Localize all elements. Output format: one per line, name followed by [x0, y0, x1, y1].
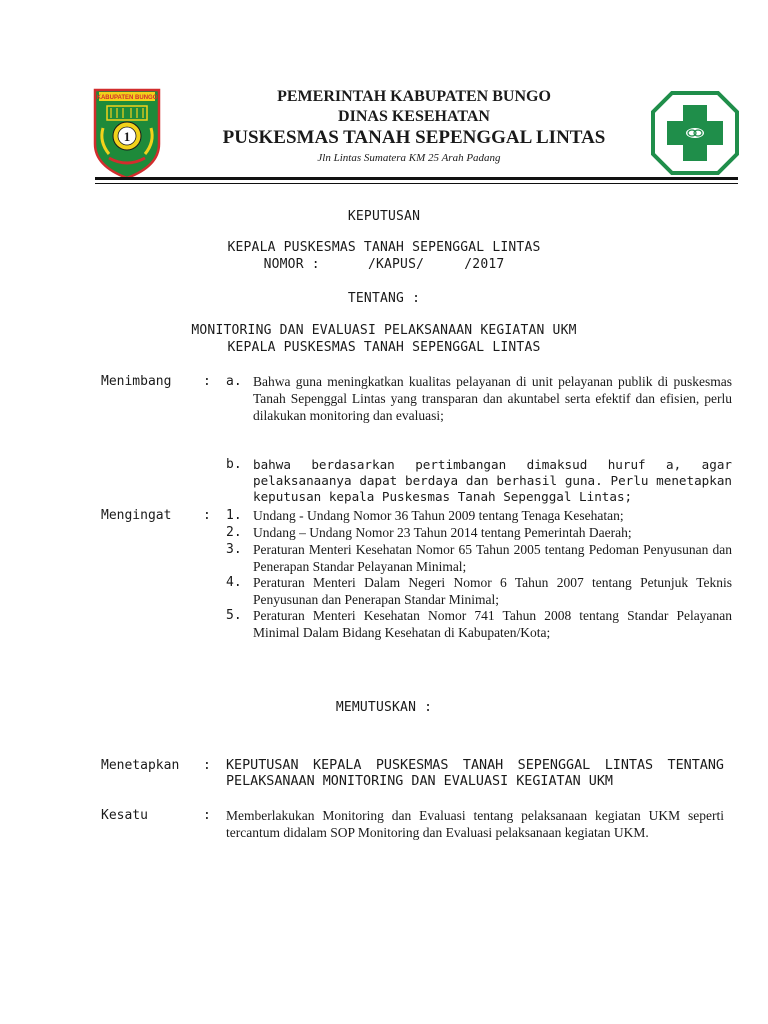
mengingat-item-5: Peraturan Menteri Kesehatan Nomor 741 Tahun 2008 tentang Standar Pelayanan Minimal Dalam Bidang Kesehatan di Kabupaten/Kota; — [253, 608, 732, 640]
decree-about: TENTANG : — [347, 291, 421, 306]
puskesmas-name: PUSKESMAS TANAH SEPENGGAL LINTAS — [222, 127, 606, 148]
menimbang-item-b: bahwa berdasarkan pertimbangan dimaksud huruf a, agar pelaksanaanya dapat berdaya dan berhasil guna. Perlu menetapkan keputusan kepala Puskesmas Tanah Sepenggal Lintas; — [253, 457, 732, 504]
government-name: PEMERINTAH KABUPATEN BUNGO — [277, 88, 551, 105]
puskesmas-address: Jln Lintas Sumatera KM 25 Arah Padang — [317, 152, 501, 164]
letterhead-divider-thin — [95, 183, 738, 184]
kesatu-label: Kesatu — [101, 808, 148, 823]
mengingat-mark-5: 5. — [226, 608, 242, 623]
menimbang-item-a: Bahwa guna meningkatkan kualitas pelayanan di unit pelayanan publik di puskesmas Tanah Sepenggal Lintas yang transparan dan akuntabel serta efektif dan efisien, perlu dilakukan monitoring dan evaluasi; — [253, 374, 732, 423]
kesatu-colon: : — [203, 808, 211, 823]
mengingat-mark-3: 3. — [226, 542, 242, 557]
decree-issuer: KEPALA PUSKESMAS TANAH SEPENGGAL LINTAS — [227, 240, 541, 255]
menimbang-mark-a: a. — [226, 374, 242, 389]
mengingat-mark-4: 4. — [226, 575, 242, 590]
puskesmas-cross-logo — [650, 90, 740, 176]
letterhead-divider-thick — [95, 177, 738, 180]
mengingat-item-1: Undang - Undang Nomor 36 Tahun 2009 tentang Tenaga Kesehatan; — [253, 508, 624, 523]
agency-name: DINAS KESEHATAN — [338, 108, 490, 125]
logo-caption: KABUPATEN BUNGO — [96, 95, 158, 101]
menetapkan-label: Menetapkan — [101, 758, 180, 773]
kesatu-text: Memberlakukan Monitoring dan Evaluasi tentang pelaksanaan kegiatan UKM seperti tercantum didalam SOP Monitoring dan Evaluasi pelaksanaan kegiatan UKM. — [226, 808, 724, 840]
menimbang-colon: : — [203, 374, 211, 389]
mengingat-item-2: Undang – Undang Nomor 23 Tahun 2014 tentang Pemerintah Daerah; — [253, 525, 632, 540]
menetapkan-colon: : — [203, 758, 211, 773]
mengingat-label: Mengingat — [101, 508, 172, 523]
mengingat-colon: : — [203, 508, 211, 523]
memutuskan-heading: MEMUTUSKAN : — [335, 700, 433, 715]
decree-subject-line1: MONITORING DAN EVALUASI PELAKSANAAN KEGIATAN UKM — [191, 323, 577, 338]
mengingat-mark-1: 1. — [226, 508, 242, 523]
menetapkan-text: KEPUTUSAN KEPALA PUSKESMAS TANAH SEPENGGAL LINTAS TENTANG PELAKSANAAN MONITORING DAN EVALUASI KEGIATAN UKM — [226, 758, 724, 789]
decree-number: NOMOR : /KAPUS/ /2017 — [263, 257, 505, 272]
mengingat-item-3: Peraturan Menteri Kesehatan Nomor 65 Tahun 2005 tentang Pedoman Penyusunan dan Penerapan Standar Pelayanan Minimal; — [253, 542, 732, 574]
menimbang-mark-b: b. — [226, 457, 242, 472]
svg-text:1: 1 — [123, 129, 131, 144]
decree-heading: KEPUTUSAN — [347, 209, 421, 224]
mengingat-mark-2: 2. — [226, 525, 242, 540]
mengingat-item-4: Peraturan Menteri Dalam Negeri Nomor 6 Tahun 2007 tentang Petunjuk Teknis Penyusunan dan Penerapan Standar Minimal; — [253, 575, 732, 607]
menimbang-label: Menimbang — [101, 374, 172, 389]
decree-subject-line2: KEPALA PUSKESMAS TANAH SEPENGGAL LINTAS — [227, 340, 541, 355]
